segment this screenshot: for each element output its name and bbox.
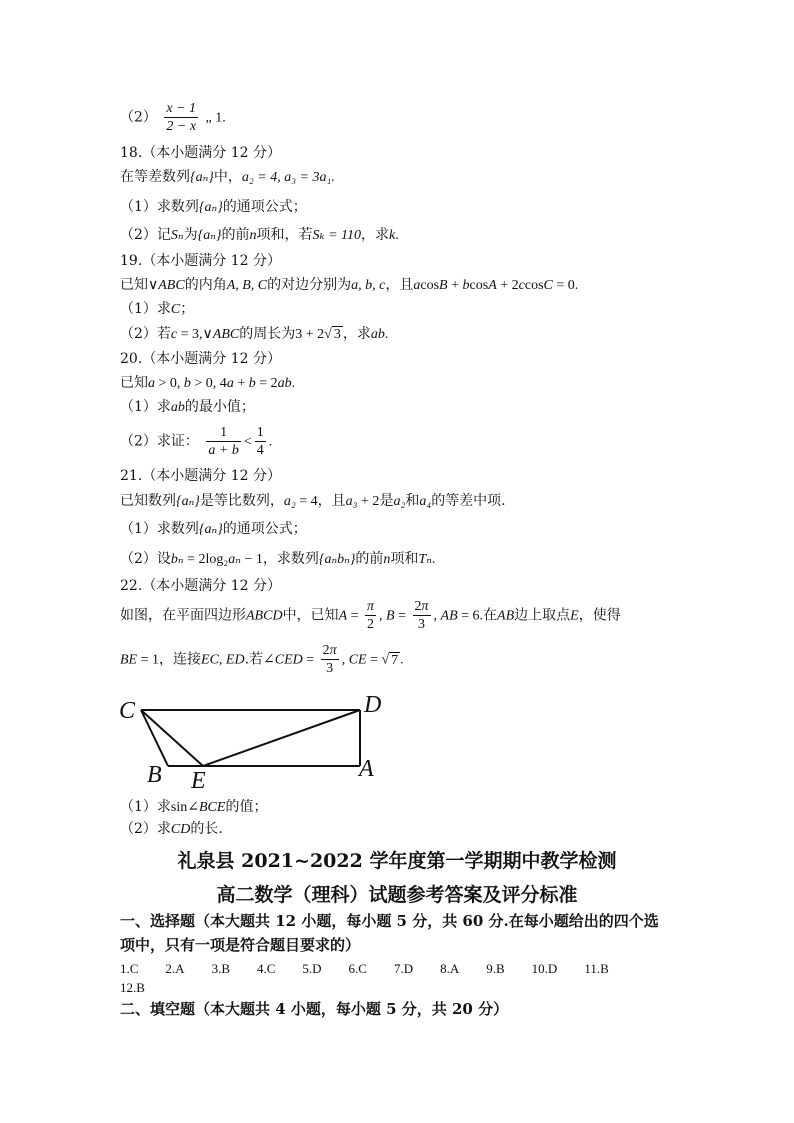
q20-p2: （2）求证： xyxy=(120,433,199,450)
q20-part2: （2）求证： $\frac{1}{a + b}$ < $\frac{1}{4}$ . xyxy=(120,425,273,458)
q18-stem-b: 中， xyxy=(213,169,242,185)
q20-p1-b: 的最小值； xyxy=(184,399,255,415)
answer-10: 10.D xyxy=(531,961,558,976)
label-a: A xyxy=(359,756,374,782)
q21-stem: 已知数列{aₙ}是等比数列，a₂ = 4，且a₃ + 2是a₂和a₄的等差中项. xyxy=(120,493,506,509)
q21-part1: （1）求数列{aₙ}的通项公式； xyxy=(120,521,307,537)
edge-bc xyxy=(141,710,168,766)
q19-header: 19.（本小题满分 12 分） xyxy=(120,253,281,269)
answer-title-1: 礼泉县 2021~2022 学年度第一学期期中教学检测 xyxy=(177,850,617,872)
q20-frac-right: $\frac{1}{4}$ xyxy=(256,425,264,458)
q19-part2: （2）若c = 3,∨ABC的周长为3 + 2√ 3 ，求ab. xyxy=(120,326,389,342)
q22-p2-b: 的长. xyxy=(190,821,223,837)
q21-stem-f: 的等差中项. xyxy=(431,493,506,509)
label-d: D xyxy=(364,692,382,718)
q17-numerator: x − 1 xyxy=(166,101,197,116)
q21-stem-b: 是等比数列， xyxy=(199,493,284,509)
q18-p1-seq: {aₙ} xyxy=(198,200,223,215)
q17-part2 xyxy=(120,100,226,135)
q18-sn: Sₙ xyxy=(170,228,184,243)
answer-8: 8.A xyxy=(440,961,460,976)
answer-9: 9.B xyxy=(486,961,505,976)
q21-stem-d: 是 xyxy=(379,493,394,509)
q19-stem-c: 的对边分别为 xyxy=(267,277,352,293)
q19-p2-b: 的周长为 xyxy=(239,326,296,342)
q22-l2-a: ，连接 xyxy=(159,651,202,668)
q18-n: n xyxy=(249,228,257,243)
q19-stem-d: ，且 xyxy=(385,277,414,293)
q19-stem-a: 已知 xyxy=(120,277,148,293)
q21-p2-b: ，求数列 xyxy=(262,551,319,567)
q22-part2: （2）求CD的长. xyxy=(120,821,223,837)
q18-cond: a₂ = 4, a₃ = 3a₁. xyxy=(241,170,335,185)
answer-7: 7.D xyxy=(393,961,414,976)
q19-p2-a: （2）若 xyxy=(120,326,171,342)
q22-l1-e: ，使得 xyxy=(578,607,621,624)
q18-stem-a: 在等差数列 xyxy=(120,169,190,185)
q17-tail: „ 1. xyxy=(205,110,226,126)
q20-stem: 已知a > 0, b > 0, 4a + b = 2ab. xyxy=(120,375,296,391)
q19-part1: （1）求C； xyxy=(120,301,195,317)
q21-stem-e: 和 xyxy=(405,493,420,509)
answer-list xyxy=(120,961,609,977)
q22-p2-a: （2）求 xyxy=(120,821,171,837)
q22-p1-b: 的值； xyxy=(225,799,268,815)
q21-p2-c: 的前 xyxy=(355,551,384,567)
label-e: E xyxy=(191,768,206,792)
q20-frac-left: $\frac{1}{a + b}$ xyxy=(208,425,239,458)
answer-11: 11.B xyxy=(584,961,609,976)
segment-ce xyxy=(141,710,203,766)
q17-denominator: 2 − x xyxy=(166,119,197,134)
q21-p2-a: （2）设 xyxy=(120,551,171,567)
q21-stem-c: ，且 xyxy=(317,493,346,509)
q19-stem-b: 的内角 xyxy=(184,277,227,293)
q22-l1-a: 如图，在平面四边形 xyxy=(120,607,246,624)
segment-ed xyxy=(203,710,360,766)
answer-12: 12.B xyxy=(120,980,145,995)
q18-part2: （2）记Sₙ为{aₙ}的前n项和，若Sₖ = 110，求k. xyxy=(120,227,399,243)
q22-l2-b: .若 xyxy=(244,651,264,668)
q18-p2-d: 项和，若 xyxy=(256,227,313,243)
q17-fraction xyxy=(164,100,198,135)
q18-p1-b: 的通项公式； xyxy=(222,199,307,215)
q22-part1: （1）求sin∠BCE的值； xyxy=(120,799,268,815)
q22-header: 22.（本小题满分 12 分） xyxy=(120,578,281,594)
q20-header: 20.（本小题满分 12 分） xyxy=(120,351,281,367)
q18-seq: {aₙ} xyxy=(190,170,214,185)
q18-p2-seq: {aₙ} xyxy=(197,228,222,243)
q20-part1: （1）求ab的最小值； xyxy=(120,399,255,415)
q22-l1-b: 中，已知 xyxy=(282,607,339,624)
q18-part1 xyxy=(120,198,307,217)
label-c: C xyxy=(119,698,136,724)
q18-p2-a: （2）记 xyxy=(120,227,171,243)
answer-6: 6.C xyxy=(348,961,367,976)
q21-header: 21.（本小题满分 12 分） xyxy=(120,468,281,484)
section1-line2: 项中，只有一项是符合题目要求的） xyxy=(120,936,361,954)
q19-p2-c: ，求 xyxy=(342,326,371,342)
answer-3: 3.B xyxy=(211,961,230,976)
q22-line1: 如图，在平面四边形ABCD中，已知A = $\frac{\pi}{2}$ , B = $\frac{2\pi}{3}$ , AB = 6.在AB边上取点E，使得 xyxy=(120,599,621,632)
q18-sk: Sₖ = 110 xyxy=(312,228,361,243)
q22-p1-a: （1）求 xyxy=(120,799,171,815)
q22-l1-c: 在 xyxy=(483,607,498,624)
quadrilateral-figure xyxy=(115,692,395,792)
q21-p1-b: 的通项公式； xyxy=(222,521,307,537)
q22-l1-d: 边上取点 xyxy=(514,607,571,624)
q18-k: k xyxy=(389,228,396,243)
q18-p2-e: ，求 xyxy=(361,227,389,243)
label-b: B xyxy=(147,762,162,788)
q19-p1: （1）求 xyxy=(120,301,171,317)
q22-line2: BE = 1，连接EC, ED.若∠CED = $\frac{2\pi}{3}$ , CE = √ 7 . xyxy=(120,643,404,676)
q19-stem: 已知∨ABC的内角A, B, C的对边分别为a, b, c，且acosB + bcosA + 2ccosC = 0. xyxy=(120,277,579,293)
section1-line1: 一、选择题（本大题共 12 小题，每小题 5 分，共 60 分.在每小题给出的四个选 xyxy=(120,912,659,930)
answer-5: 5.D xyxy=(302,961,322,976)
q18-p1-a: （1）求数列 xyxy=(120,199,199,215)
q21-p1-a: （1）求数列 xyxy=(120,521,199,537)
q17-part2-label: （2） xyxy=(120,109,157,126)
answer-2: 2.A xyxy=(165,961,185,976)
q21-p2-d: 项和 xyxy=(390,551,419,567)
answer-title-2: 高二数学（理科）试题参考答案及评分标准 xyxy=(216,884,578,906)
answer-1: 1.C xyxy=(120,961,139,976)
q21-stem-a: 已知数列 xyxy=(120,493,176,509)
q18-stem xyxy=(120,168,335,187)
section2-header: 二、填空题（本大题共 4 小题，每小题 5 分，共 20 分） xyxy=(120,1000,509,1018)
answer-4: 4.C xyxy=(256,961,276,976)
q21-part2: （2）设bₙ = 2log₂aₙ − 1，求数列{aₙbₙ}的前n项和Tₙ. xyxy=(120,551,436,567)
q20-stem-a: 已知 xyxy=(120,375,148,391)
q20-p1-a: （1）求 xyxy=(120,399,171,415)
q18-header: 18.（本小题满分 12 分） xyxy=(120,145,281,161)
q18-p2-b: 为 xyxy=(183,227,198,243)
q18-p2-c: 的前 xyxy=(221,227,250,243)
